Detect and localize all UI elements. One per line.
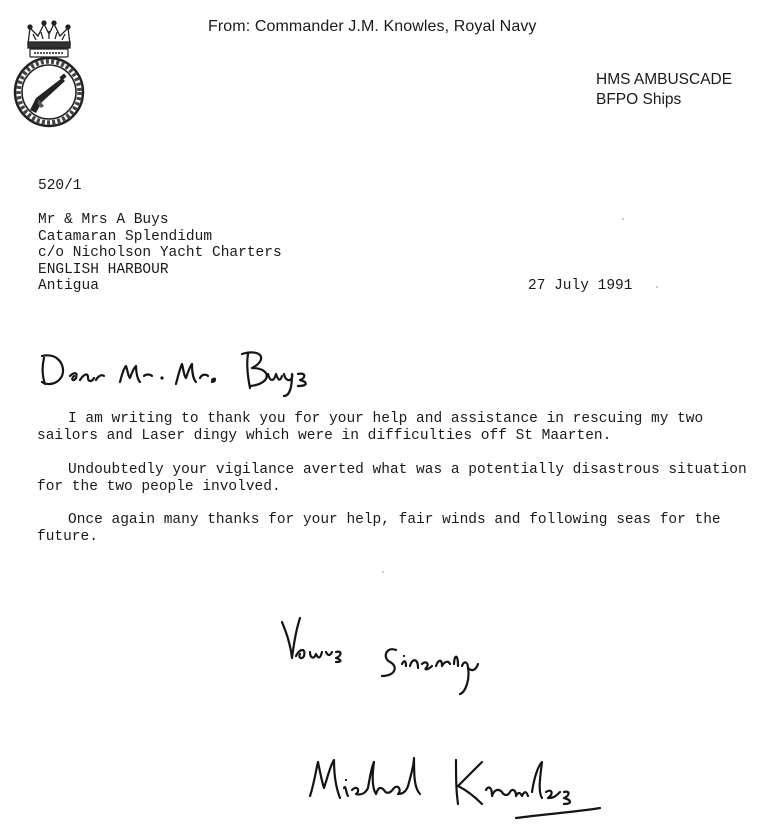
scan-speck [656,286,658,288]
scan-speck [622,218,624,220]
handwritten-signature [306,748,606,828]
signature-handwriting [306,748,606,828]
recipient-address-line: Antigua [38,278,99,294]
letter-paragraph: Once again many thanks for your help, fair winds and following seas for the future. [37,512,721,545]
letter-reference: 520/1 [38,178,82,194]
ship-postal-address: BFPO Ships [596,91,682,108]
handwritten-closing [278,612,498,702]
recipient-address-line: ENGLISH HARBOUR [38,261,169,278]
letterhead-from-line: From: Commander J.M. Knowles, Royal Navy [208,18,537,35]
handwritten-salutation [36,344,336,400]
recipient-address-line: Catamaran Splendidum [38,228,213,245]
letter-paragraph: Undoubtedly your vigilance averted what was a potentially disastrous situation for the two people involved. [37,462,747,495]
scan-speck [382,571,384,573]
salutation-handwriting [36,344,336,400]
letter-date: 27 July 1991 [528,278,633,294]
ship-address-block [596,70,732,110]
signature-text [306,748,313,749]
closing-handwriting [278,612,498,702]
recipient-address-line: c/o Nicholson Yacht Charters [38,245,282,261]
letter-paragraph: I am writing to thank you for your help and assistance in rescuing my two sailors and Laser dingy which were in difficulties off St Maarten. [37,411,704,444]
royal-navy-ship-crest-icon [6,14,92,130]
recipient-address-line: Mr & Mrs A Buys [38,212,169,228]
salutation-text [36,344,46,345]
ship-name: HMS AMBUSCADE [596,71,733,88]
closing-text [278,612,284,613]
recipient-address [38,212,282,295]
